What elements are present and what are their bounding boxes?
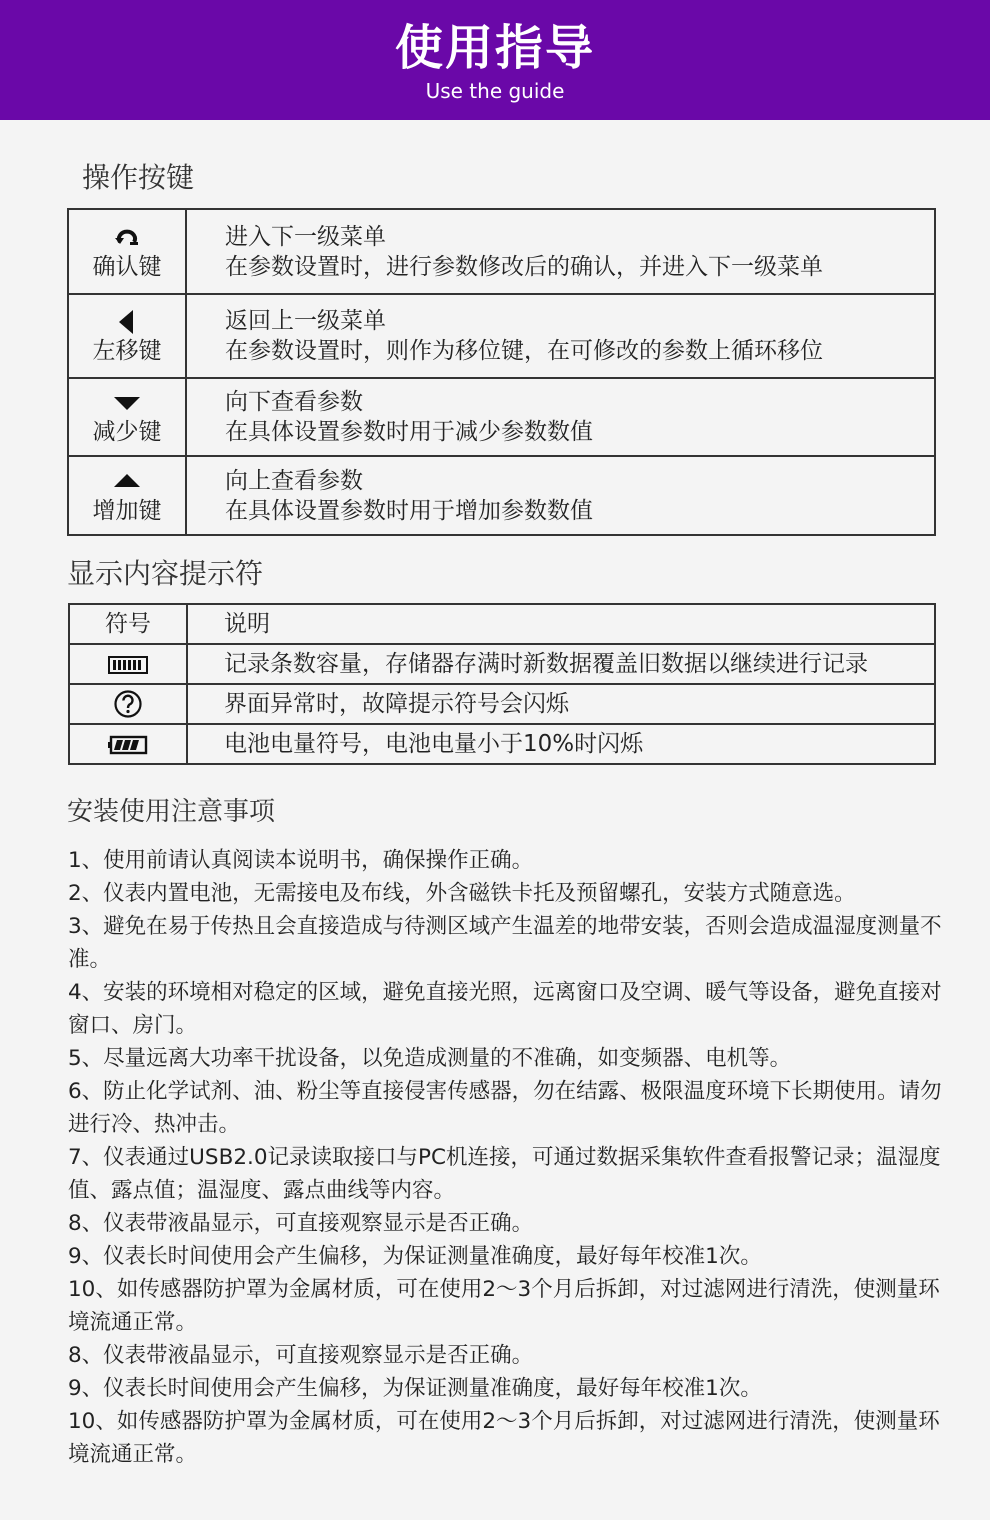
desc-header: 说明 [187,604,935,644]
symbol-cell [69,724,187,764]
down-triangle-icon [69,387,185,417]
list-item: 2、仪表内置电池，无需接电及布线，外含磁铁卡托及预留螺孔，安装方式随意选。 [68,881,856,906]
key-cell [68,209,186,294]
symbol-desc: 记录条数容量，存储器存满时新数据覆盖旧数据以继续进行记录 [187,644,935,684]
symbols-header-row [69,604,935,644]
symbol-header: 符号 [69,604,187,644]
key-desc-line1: 进入下一级菜单 [225,223,386,250]
key-row-increase [68,456,935,535]
notes-list [68,844,948,1471]
symbol-desc: 电池电量符号，电池电量小于10%时闪烁 [187,724,935,764]
page-title: 使用指导 [394,20,595,76]
list-item: 7、仪表通过USB2.0记录读取接口与PC机连接，可通过数据采集软件查看报警记录；温湿度值、露点值；温湿度、露点曲线等内容。 [68,1145,941,1203]
question-mark-icon [113,691,143,717]
key-name: 减少键 [92,419,162,445]
list-item: 5、尽量远离大功率干扰设备，以免造成测量的不准确，如变频器、电机等。 [68,1046,792,1071]
key-row-left [68,294,935,378]
symbol-cell [69,684,187,724]
keys-section-title: 操作按键 [82,161,195,194]
list-item: 1、使用前请认真阅读本说明书，确保操作正确。 [68,848,534,873]
key-name: 增加键 [92,497,162,524]
symbol-cell [69,644,187,684]
symbols-table [68,603,936,765]
key-cell [68,456,186,535]
key-desc [186,378,935,456]
key-desc-line2: 在具体设置参数时用于增加参数数值 [225,497,593,524]
key-desc-line2: 在具体设置参数时用于减少参数数值 [225,419,593,445]
rotate-icon [69,222,185,252]
keys-table [67,208,936,536]
list-item: 8、仪表带液晶显示，可直接观察显示是否正确。 [68,1343,534,1368]
battery-icon [108,731,148,757]
key-desc-line2: 在参数设置时，则作为移位键，在可修改的参数上循环移位 [225,338,823,364]
symbols-section-title: 显示内容提示符 [67,557,264,590]
key-row-decrease [68,378,935,456]
key-desc [186,456,935,535]
list-item: 8、仪表带液晶显示，可直接观察显示是否正确。 [68,1211,534,1236]
key-desc-line1: 返回上一级菜单 [225,308,386,334]
key-desc-line1: 向下查看参数 [225,389,363,415]
key-desc-line2: 在参数设置时，进行参数修改后的确认，并进入下一级菜单 [225,253,823,280]
page-subtitle: Use the guide [425,79,565,103]
key-cell [68,294,186,378]
page-header [0,0,990,120]
notes-section-title: 安装使用注意事项 [67,797,276,827]
list-item: 4、安装的环境相对稳定的区域，避免直接光照，远离窗口及空调、暖气等设备，避免直接对窗口、房门。 [68,980,942,1038]
symbol-desc: 界面异常时，故障提示符号会闪烁 [187,684,935,724]
list-item: 6、防止化学试剂、油、粉尘等直接侵害传感器，勿在结露、极限温度环境下长期使用。请勿进行冷、热冲击。 [68,1079,942,1137]
list-item: 10、如传感器防护罩为金属材质，可在使用2～3个月后拆卸，对过滤网进行清洗，使测量环境流通正常。 [68,1277,940,1335]
left-triangle-icon [69,306,185,336]
list-item: 10、如传感器防护罩为金属材质，可在使用2～3个月后拆卸，对过滤网进行清洗，使测量环境流通正常。 [68,1409,940,1467]
key-desc [186,209,935,294]
key-cell [68,378,186,456]
key-name: 确认键 [92,253,162,280]
list-item: 9、仪表长时间使用会产生偏移，为保证测量准确度，最好每年校准1次。 [68,1244,762,1269]
key-desc [186,294,935,378]
symbol-row [69,644,935,684]
key-desc-line1: 向上查看参数 [225,467,363,494]
symbol-row [69,724,935,764]
key-row-confirm [68,209,935,294]
list-item: 3、避免在易于传热且会直接造成与待测区域产生温差的地带安装，否则会造成温湿度测量不准。 [68,914,942,972]
up-triangle-icon [69,466,185,496]
record-capacity-icon [108,651,148,677]
symbol-row [69,684,935,724]
key-name: 左移键 [92,338,162,364]
list-item: 9、仪表长时间使用会产生偏移，为保证测量准确度，最好每年校准1次。 [68,1376,762,1401]
